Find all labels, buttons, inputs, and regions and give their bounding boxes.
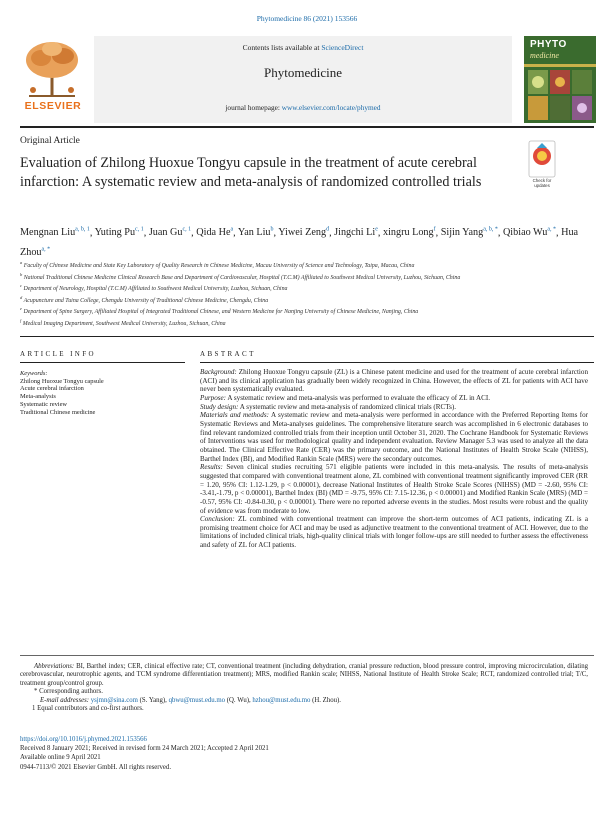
author[interactable] <box>95 227 144 238</box>
article-info-heading: ARTICLE INFO <box>20 350 97 358</box>
abbreviations-footnote <box>20 663 588 688</box>
publication-info <box>20 735 520 772</box>
journal-title: Phytomedicine <box>264 65 342 80</box>
affiliation-marker: d <box>20 294 23 300</box>
abstract-section-label: Materials and methods: <box>200 411 269 420</box>
affiliations-list <box>20 259 580 328</box>
contents-prefix: Contents lists available at <box>242 43 322 52</box>
author-affiliation-marker[interactable]: d <box>326 227 330 233</box>
abstract-section-text: A systematic review and meta-analysis were performed in accordance with the Preferred Reporting Items for Systematic Reviews and Meta-analyses guidelines. The comprehensive literature search was accomplished in 6 electronic databases to find relevant randomized controlled trials from their inception until October 31, 2020. The Cochrane Handbook for Systematic Reviews of Interventions was used for methodological quality and independent evaluation. Review Manager 5.3 was used to analyze all the data obtained. The Clinical Effective Rate (CER) was the primary outcome, and the National Institutes of Health Stroke Scale (NIHSS), Barthel Index (BI), and Modified Rankin Scale (MRS) were the secondary outcomes. <box>200 411 589 463</box>
author-affiliation-marker[interactable]: e <box>375 227 378 233</box>
equal-contribution-footnote: 1 Equal contributors and co-first authors. <box>32 705 144 713</box>
abstract-section-label: Purpose: <box>200 393 227 402</box>
affiliation <box>20 294 580 306</box>
journal-homepage-line <box>94 103 512 112</box>
abstract-section-label: Conclusion: <box>200 515 235 524</box>
author-name: Jingchi Li <box>334 227 376 239</box>
abstract-section-text: A systematic review and meta-analysis of randomized clinical trials (RCTs). <box>238 402 456 411</box>
author-name: Juan Gu <box>148 227 183 239</box>
affiliation-text: Medical Imaging Department, Southwest Medical University, Luzhou, Sichuan, China <box>22 320 226 327</box>
sciencedirect-link[interactable]: ScienceDirect <box>321 43 364 52</box>
abstract-section-label: Study design: <box>200 402 239 411</box>
author[interactable] <box>383 227 436 238</box>
author[interactable] <box>278 227 329 238</box>
author[interactable] <box>149 227 191 238</box>
affiliation-text: Department of Spine Surgery, Affiliated Hospital of Integrated Traditional Chinese, and Western Medicine for Nanjing University of Chinese Medicine, Nanjing, China <box>23 309 419 316</box>
check-for-updates-label[interactable] <box>523 178 561 188</box>
affiliation-text: Faculty of Chinese Medicine and State Key Laboratory of Quality Research in Chinese Medicine, Macau University of Science and Technology, Taipa, Macau, China <box>23 262 415 269</box>
abstract-section-text: A systematic review and meta-analysis was performed to evaluate the efficacy of ZL in ACI. <box>226 393 490 402</box>
contents-line <box>94 43 512 52</box>
author-name: Yiwei Zeng <box>278 227 327 239</box>
footnote-rule <box>20 655 594 656</box>
author-name: Mengnan Liu <box>20 227 76 239</box>
badge-line-1: Check for <box>532 178 552 183</box>
abstract-paragraph <box>200 394 588 403</box>
author-affiliation-marker[interactable]: a, b, 1 <box>75 227 90 233</box>
affiliation <box>20 317 580 329</box>
keywords-label: Keywords: <box>20 370 48 377</box>
author[interactable] <box>196 227 233 238</box>
email-link[interactable]: ysjmn@sina.com <box>90 696 138 704</box>
abstract-paragraph <box>200 411 588 463</box>
affiliation-text: Acupuncture and Tuina College, Chengdu University of Traditional Chinese Medicine, Chengdu, China <box>23 297 269 304</box>
author-list: Mengnan Liu$^{a, b, 1}$, Yuting Pu$^{c, 1}$, Juan Gu$^{c, 1}$, Qida He$^a$, Yan Liu$^b$, Yiwei Zeng$^d$, Jingchi Li$^e$, xingru Long$^f$, Sijin Yang$^{a, b, *}$, Qibiao $Wu^{a, *}$, Hua Zhou$^{a, *}$ <box>20 227 579 258</box>
author[interactable] <box>20 227 90 238</box>
abstract-rule <box>200 362 594 363</box>
author-name: Hua Zhou <box>20 227 579 258</box>
homepage-prefix: journal homepage: <box>225 103 282 112</box>
received-dates: Received 8 January 2021; Received in revised form 24 March 2021; Accepted 2 April 2021 <box>20 745 269 753</box>
email-link[interactable]: hzhou@must.edu.mo <box>252 696 311 704</box>
abstract-section-label: Background: <box>200 368 237 376</box>
keyword: Systematic review <box>20 400 68 408</box>
email-owner: (S. Yang), <box>137 696 169 704</box>
author-affiliation-marker[interactable]: b <box>270 227 274 233</box>
affiliation-marker: f <box>20 317 22 323</box>
cover-title: PHYTO <box>530 39 567 50</box>
section-rule <box>20 336 594 337</box>
affiliation <box>20 259 580 271</box>
author[interactable] <box>441 227 498 238</box>
author-name: Qibiao Wu <box>502 227 548 239</box>
author-affiliation-marker[interactable]: a, * <box>41 246 51 253</box>
corresponding-footnote: * Corresponding authors. <box>34 688 103 696</box>
cover-strip <box>524 64 596 67</box>
author-affiliation-marker[interactable]: a, * <box>547 227 557 233</box>
badge-line-2: updates <box>534 183 550 188</box>
affiliation <box>20 282 580 294</box>
email-owner: (Q. Wu), <box>225 696 253 704</box>
abstract-paragraph <box>200 463 588 515</box>
keyword: Zhilong Huoxue Tongyu capsule <box>20 377 104 385</box>
abbreviations-label: Abbreviations: <box>34 663 75 670</box>
keyword: Meta-analysis <box>20 393 56 401</box>
cover-plant-images <box>528 70 592 120</box>
affiliation-text: National Traditional Chinese Medicine Clinical Research Base and Department of Cardiovascular, Hospital (T.C.M) Affiliated to Southwest Medical University, Luzhou, Sichuan, China <box>23 274 461 281</box>
elsevier-wordmark: ELSEVIER <box>24 100 82 112</box>
check-for-updates-icon[interactable] <box>528 140 556 178</box>
author-name: Sijin Yang <box>440 227 484 239</box>
affiliation-marker: b <box>20 271 23 277</box>
journal-cover-thumbnail <box>524 36 596 123</box>
author[interactable] <box>334 227 378 238</box>
email-owner: (H. Zhou). <box>310 696 341 704</box>
keyword: Acute cerebral infarction <box>20 385 84 393</box>
affiliation-marker: c <box>20 283 22 289</box>
email-label: E-mail addresses: <box>40 696 90 704</box>
keywords-list <box>20 378 180 417</box>
abstract-heading: ABSTRACT <box>200 350 256 358</box>
abbreviations-text: BI, Barthel index; CER, clinical effective rate; CT, conventional treatment (including dehydration, cranial pressure reduction, blood pressure control, improving microcirculation, dilating cerebrovascular, neurotrophic agents, and TCM syndrome differentiation treatment); MRS, modified Rankin scale; NIHSS, National Institute of Health Stroke Scale; RCT, randomized controlled trial; T/C, treatment group/control group. <box>20 663 588 687</box>
affiliation-text: Department of Neurology, Hospital (T.C.M) Affiliated to Southwest Medical University, Luzhou, Sichuan, China <box>23 286 288 293</box>
abstract-section-text: Seven clinical studies recruiting 571 eligible patients were included in this meta-analysis. The results of meta-analysis suggested that compared with conventional treatment alone, ZL combined with conventional treatment significantly improved CER (RR = 1.20, 95% CI: 1.12-1.29, p < 0.00001), decrease National Institutes of Health Stroke Scale Scores (NIHSS) (MD = -2.60, 95% CI: -3.41,-1.79, p < 0.00001), Barthel Index (BI) (MD = -9.75, 95% CI: 7.15-12.36, p < 0.00001) and Modified Rankin Scale (MRS) (MD = -0.57, 95% CI: -0.84-0.30, p < 0.00001). There were no reported adverse events in the studies. Most results were robust and the quality of evidence was from moderate to low. <box>200 463 588 515</box>
author-name: xingru Long <box>382 227 434 239</box>
affiliation-marker: e <box>20 306 22 312</box>
keywords-block <box>20 370 180 416</box>
author[interactable] <box>503 227 556 238</box>
author-affiliation-marker[interactable]: c, 1 <box>182 227 192 233</box>
keyword: Traditional Chinese medicine <box>20 408 96 416</box>
abstract-paragraph <box>200 403 588 412</box>
abstract-body <box>200 368 588 550</box>
author-affiliation-marker[interactable]: f <box>433 227 436 233</box>
author[interactable] <box>238 227 274 238</box>
affiliation <box>20 271 580 283</box>
article-title: Evaluation of Zhilong Huoxue Tongyu capsule in the treatment of acute cerebral infarction: A systematic review and meta-analysis of randomized controlled trials <box>20 155 482 190</box>
available-online: Available online 9 April 2021 <box>20 754 101 762</box>
doi-link[interactable]: https://doi.org/10.1016/j.phymed.2021.153566 <box>20 736 147 743</box>
abstract-section-text: Zhilong Huoxue Tongyu capsule (ZL) is a Chinese patent medicine and used for the treatment of acute cerebral infarction (ACI) and its clinical application has gradually been widely recognized in China. However, the effects of ZL for patients with ACI have never been systematically evaluated. <box>200 368 588 394</box>
abstract-paragraph <box>200 368 588 394</box>
header-rule <box>20 126 594 128</box>
abstract-section-label: Results: <box>200 463 223 472</box>
affiliation-marker: a <box>20 260 23 265</box>
author-name: Yuting Pu <box>94 227 136 239</box>
copyright: 0944-7113/© 2021 Elsevier GmbH. All rights reserved. <box>20 763 172 771</box>
journal-homepage-link[interactable]: www.elsevier.com/locate/phymed <box>281 103 381 112</box>
author-name: Yan Liu <box>237 227 271 239</box>
author-name: Qida He <box>196 227 231 239</box>
email-link[interactable]: qbwu@must.edu.mo <box>168 696 226 704</box>
author-affiliation-marker[interactable]: a <box>230 227 234 233</box>
article-type: Original Article <box>20 136 80 146</box>
affiliation <box>20 305 580 317</box>
author-affiliation-marker[interactable]: c, 1 <box>135 227 144 233</box>
cover-subtitle: medicine <box>530 51 559 60</box>
footnotes <box>20 663 588 713</box>
email-footnote <box>20 697 588 705</box>
article-info-rule <box>20 362 185 363</box>
author-affiliation-marker[interactable]: a, b, * <box>483 227 498 233</box>
abstract-paragraph <box>200 515 588 550</box>
abstract-section-text: ZL combined with conventional treatment can improve the short-term outcomes of ACI patients, indicating ZL is a promising treatment choice for ACI and may be used as adjunctive treatment to the conventional treatment of ACI. However, due to the limitations of included clinical trials, high-quality clinical trials with longer follow-ups are still needed to further assess the effectiveness and safety of ZL for ACI patients. <box>200 515 588 550</box>
journal-reference[interactable]: Phytomedicine 86 (2021) 153566 <box>256 14 358 23</box>
